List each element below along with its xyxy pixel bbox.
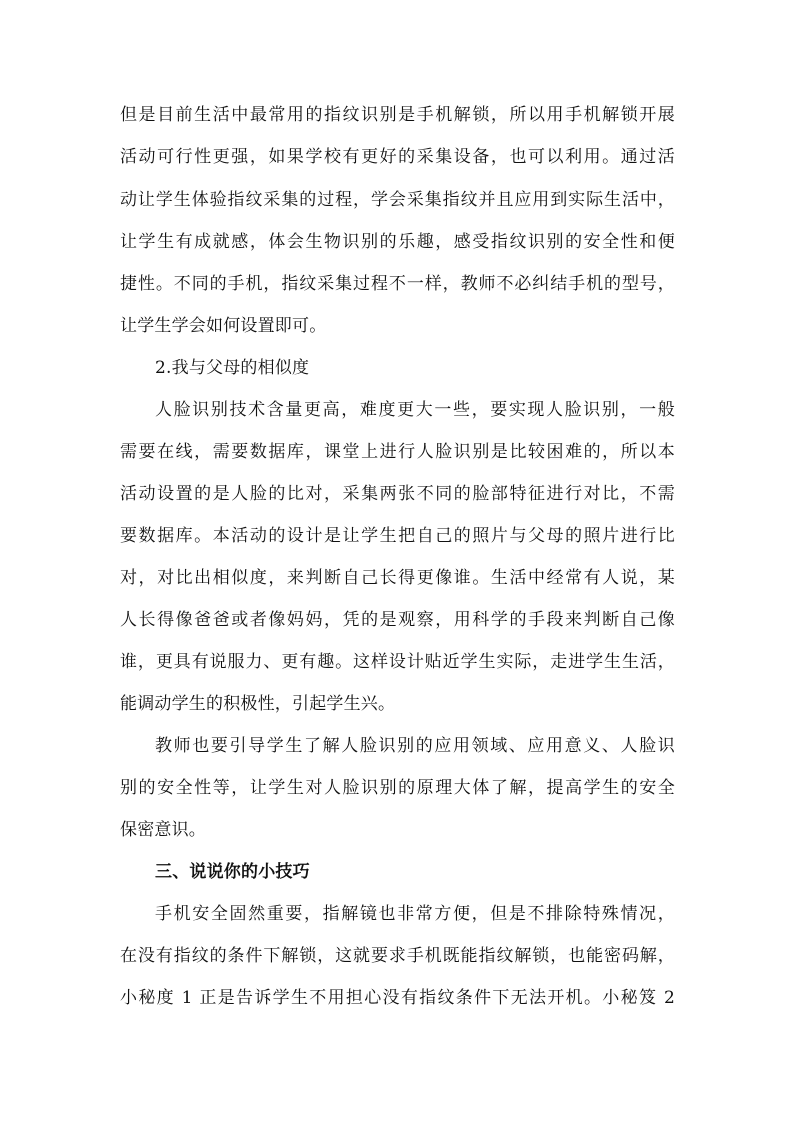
paragraph-line: 需要在线，需要数据库，课堂上进行人脸识别是比较困难的，所以本: [120, 442, 675, 462]
paragraph-line: 让学生有成就感，体会生物识别的乐趣，感受指纹识别的安全性和便: [120, 232, 675, 252]
paragraph-line: 小秘度 1 正是告诉学生不用担心没有指纹条件下无法开机。小秘笈 2: [120, 988, 675, 1008]
paragraph-line: 人脸识别技术含量更高，难度更大一些，要实现人脸识别，一般: [155, 400, 675, 420]
paragraph-line: 能调动学生的积极性，引起学生兴。: [120, 694, 396, 714]
paragraph-line: 人长得像爸爸或者像妈妈，凭的是观察，用科学的手段来判断自己像: [120, 610, 675, 630]
paragraph-line: 捷性。不同的手机，指纹采集过程不一样，教师不必纠结手机的型号，: [120, 274, 675, 294]
paragraph-line: 要数据库。本活动的设计是让学生把自己的照片与父母的照片进行比: [120, 526, 675, 546]
paragraph-line: 教师也要引导学生了解人脸识别的应用领域、应用意义、人脸识: [155, 736, 675, 756]
paragraph-line: 谁，更具有说服力、更有趣。这样设计贴近学生实际，走进学生生活，: [120, 652, 675, 672]
paragraph-line: 在没有指纹的条件下解锁，这就要求手机既能指纹解锁，也能密码解，: [120, 946, 675, 966]
paragraph-line: 活动可行性更强，如果学校有更好的采集设备，也可以利用。通过活: [120, 147, 675, 167]
paragraph-line: 动让学生体验指纹采集的过程，学会采集指纹并且应用到实际生活中，: [120, 190, 675, 210]
section-heading: 三、说说你的小技巧: [155, 862, 310, 882]
paragraph-line: 手机安全固然重要，指解镜也非常方便，但是不排除特殊情况，: [155, 904, 675, 924]
paragraph-line: 让学生学会如何设置即可。: [120, 316, 327, 336]
paragraph-line: 活动设置的是人脸的比对，采集两张不同的脸部特征进行对比，不需: [120, 484, 675, 504]
subsection-heading: 2.我与父母的相似度: [155, 358, 310, 378]
paragraph-line: 但是目前生活中最常用的指纹识别是手机解锁，所以用手机解锁开展: [120, 105, 675, 125]
paragraph-line: 保密意识。: [120, 820, 206, 840]
paragraph-line: 别的安全性等，让学生对人脸识别的原理大体了解，提高学生的安全: [120, 778, 675, 798]
paragraph-line: 对，对比出相似度，来判断自己长得更像谁。生活中经常有人说，某: [120, 568, 675, 588]
